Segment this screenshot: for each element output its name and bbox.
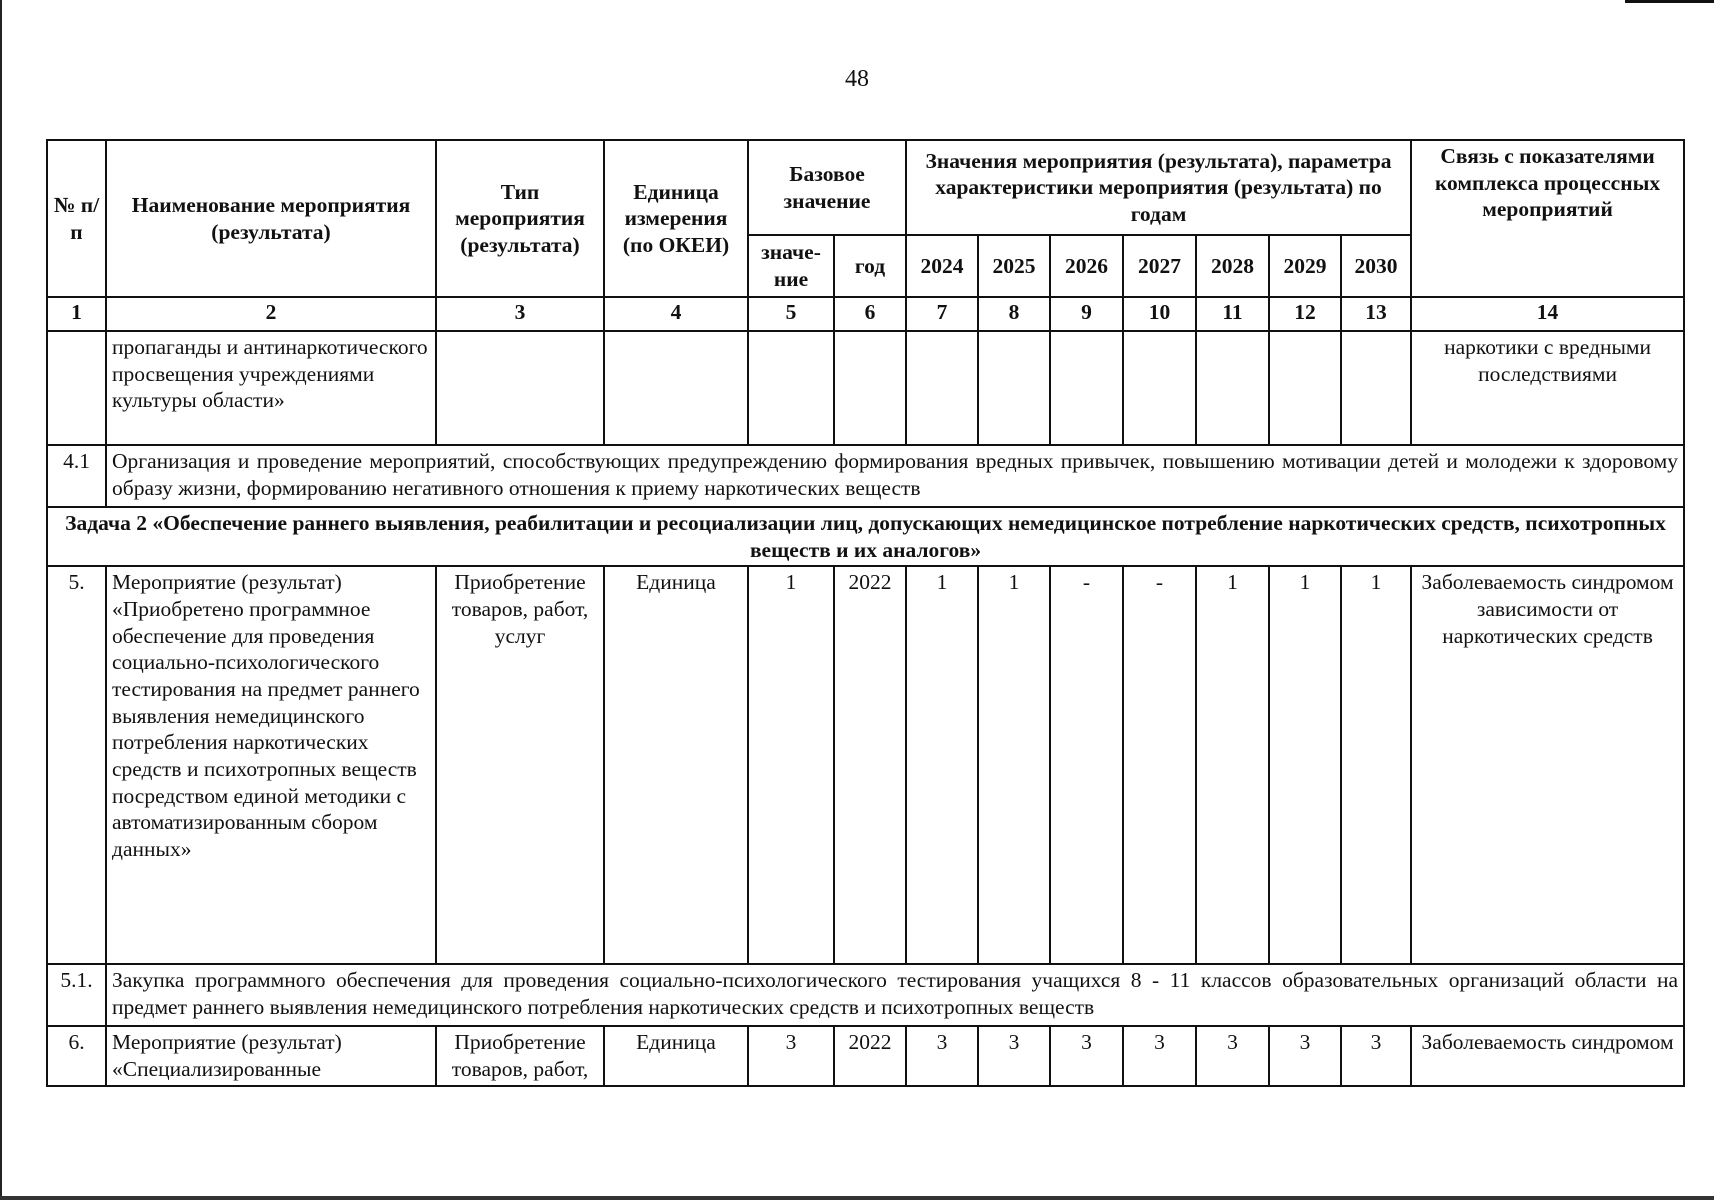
column-number: 9	[1050, 297, 1123, 331]
column-number: 13	[1341, 297, 1411, 331]
row-base-value: 1	[748, 566, 834, 964]
scan-edge	[0, 1196, 1714, 1200]
header-base-value: значе-ние	[748, 235, 834, 297]
row-num: 5.	[47, 566, 106, 964]
column-number: 7	[906, 297, 978, 331]
row-year-value: 1	[1341, 566, 1411, 964]
row-year-value: 3	[1123, 1026, 1196, 1085]
header-year: 2025	[978, 235, 1050, 297]
row-num: 6.	[47, 1026, 106, 1085]
row-year-value: 3	[1269, 1026, 1341, 1085]
table-row-6	[47, 1026, 1684, 1085]
page-number: 48	[845, 66, 869, 92]
header-year: 2028	[1196, 235, 1269, 297]
column-number: 6	[834, 297, 906, 331]
column-number: 14	[1411, 297, 1684, 331]
row-year-value: 3	[1196, 1026, 1269, 1085]
row-base-value: 3	[748, 1026, 834, 1085]
header-base: Базовое значение	[748, 140, 906, 235]
row-year-value: 3	[978, 1026, 1050, 1085]
row-type: Приобретение товаров, работ,	[436, 1026, 604, 1085]
row-num: 4.1	[47, 445, 106, 507]
column-number: 4	[604, 297, 748, 331]
header-type: Тип мероприятия (результата)	[436, 140, 604, 297]
header-num: № п/п	[47, 140, 106, 297]
header-unit: Единица измерения (по ОКЕИ)	[604, 140, 748, 297]
row-unit: Единица	[604, 566, 748, 964]
column-numbers-row	[47, 297, 1684, 331]
scan-edge	[1625, 0, 1714, 3]
row-link: Заболеваемость синдромом зависимости от наркотических средств	[1411, 566, 1684, 964]
row-base-year: 2022	[834, 566, 906, 964]
header-values: Значения мероприятия (результата), параметра характеристики мероприятия (результата) по годам	[906, 140, 1411, 235]
header-link: Связь с показателями комплекса процессных мероприятий	[1411, 140, 1684, 297]
row-year-value: 1	[978, 566, 1050, 964]
row-link: Заболеваемость синдромом	[1411, 1026, 1684, 1085]
activities-table	[46, 139, 1685, 1087]
scan-edge	[0, 0, 2, 1200]
table-row-4-1	[47, 445, 1684, 507]
header-year: 2024	[906, 235, 978, 297]
row-type: Приобретение товаров, работ, услуг	[436, 566, 604, 964]
column-number: 1	[47, 297, 106, 331]
table-row-5	[47, 566, 1684, 964]
row-year-value: 1	[1269, 566, 1341, 964]
column-number: 5	[748, 297, 834, 331]
row-year-value: 1	[906, 566, 978, 964]
column-number: 10	[1123, 297, 1196, 331]
column-number: 2	[106, 297, 436, 331]
column-number: 12	[1269, 297, 1341, 331]
row-name: Мероприятие (результат) «Приобретено программное обеспечение для проведения социально-психологического тестирования на предмет раннего выявления немедицинского потребления наркотических средств и психотропных веществ посредством единой методики с автоматизированным сбором данных»	[106, 566, 436, 964]
row-num: 5.1.	[47, 964, 106, 1026]
table-row-continued	[47, 331, 1684, 445]
row-unit: Единица	[604, 1026, 748, 1085]
task-heading: Задача 2 «Обеспечение раннего выявления, реабилитации и ресоциализации лиц, допускающих немедицинское потребление наркотических средств, психотропных веществ и их аналогов»	[47, 507, 1684, 566]
row-year-value: 3	[1050, 1026, 1123, 1085]
table-row-5-1	[47, 964, 1684, 1026]
row-year-value: 3	[906, 1026, 978, 1085]
row-base-year: 2022	[834, 1026, 906, 1085]
row-name: Мероприятие (результат) «Специализированные	[106, 1026, 436, 1085]
header-base-year: год	[834, 235, 906, 297]
header-name: Наименование мероприятия (результата)	[106, 140, 436, 297]
header-year: 2026	[1050, 235, 1123, 297]
row-year-value: -	[1050, 566, 1123, 964]
header-year: 2030	[1341, 235, 1411, 297]
row-name: пропаганды и антинаркотического просвещения учреждениями культуры области»	[106, 331, 436, 445]
row-text: Организация и проведение мероприятий, способствующих предупреждению формирования вредных привычек, повышению мотивации детей и молодежи к здоровому образу жизни, формированию негативного отношения к приему наркотических веществ	[106, 445, 1684, 507]
row-text: Закупка программного обеспечения для проведения социально-психологического тестирования учащихся 8 - 11 классов образовательных организаций области на предмет раннего выявления немедицинского потребления наркотических средств и психотропных веществ	[106, 964, 1684, 1026]
column-number: 3	[436, 297, 604, 331]
row-num	[47, 331, 106, 445]
header-row	[47, 140, 1684, 235]
column-number: 8	[978, 297, 1050, 331]
row-year-value: 1	[1196, 566, 1269, 964]
row-year-value: -	[1123, 566, 1196, 964]
header-year: 2027	[1123, 235, 1196, 297]
column-number: 11	[1196, 297, 1269, 331]
header-year: 2029	[1269, 235, 1341, 297]
row-link: наркотики с вредными последствиями	[1411, 331, 1684, 445]
task-row	[47, 507, 1684, 566]
row-year-value: 3	[1341, 1026, 1411, 1085]
